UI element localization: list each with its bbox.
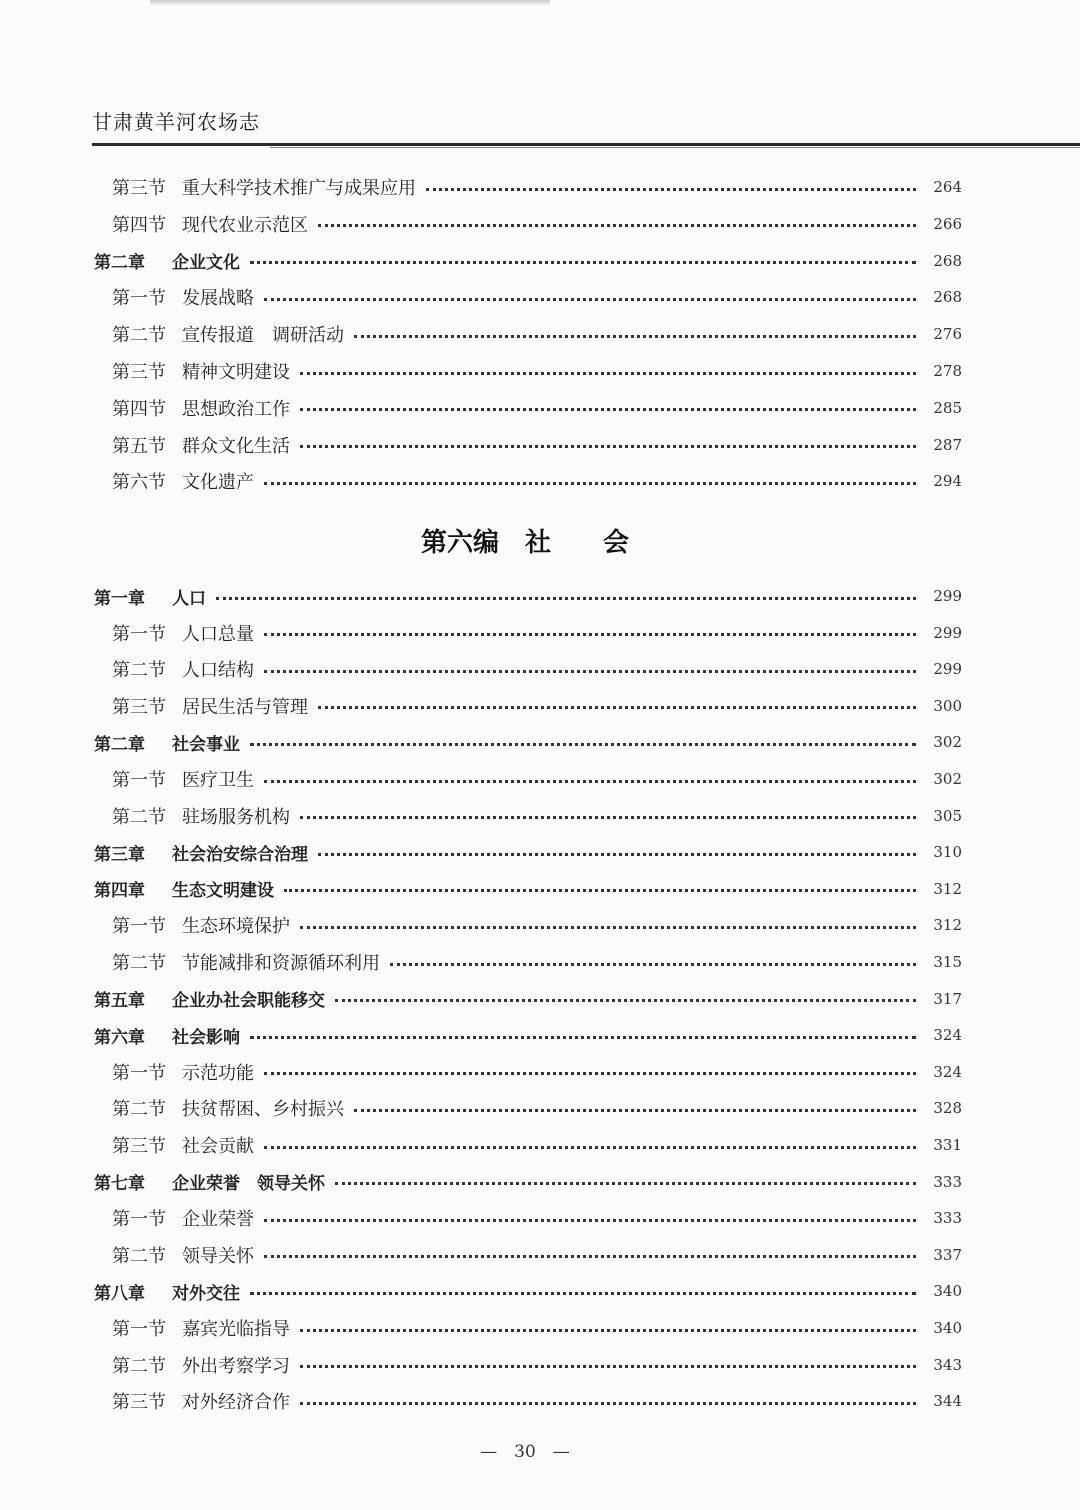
dot-leader <box>264 1219 916 1222</box>
page-number: — 30 — <box>480 1442 570 1462</box>
toc-entry-label <box>94 730 240 755</box>
toc-entry-label <box>112 284 254 310</box>
dot-leader <box>250 1292 916 1295</box>
toc-entry-title: 社会事业 <box>172 734 240 755</box>
dot-leader <box>335 1182 916 1185</box>
toc-entry-label <box>112 211 308 237</box>
toc-entry-title: 医疗卫生 <box>182 770 254 791</box>
toc-entry-label <box>112 1352 290 1378</box>
toc-entry-title: 生态环境保护 <box>182 916 290 938</box>
toc-entry-number: 第四章 <box>94 881 145 902</box>
toc-entry-title: 人口结构 <box>182 660 254 682</box>
toc-entry-page: 312 <box>933 916 962 935</box>
toc-entry-title: 重大科学技术推广与成果应用 <box>182 178 416 199</box>
toc-entry-number: 第六节 <box>112 472 166 494</box>
toc-entry-title: 对外经济合作 <box>182 1392 290 1414</box>
toc-entry-label <box>112 766 254 792</box>
toc-entry-label <box>112 468 254 494</box>
toc-chapter-entry <box>94 1276 962 1306</box>
toc-entry-title: 节能减排和资源循环利用 <box>182 953 380 974</box>
toc-entry-page: 340 <box>933 1319 962 1337</box>
toc-entry-title: 居民生活与管理 <box>182 696 308 718</box>
toc-section-entry <box>112 319 962 349</box>
toc-entry-title: 精神文明建设 <box>182 362 290 383</box>
toc-section-entry <box>112 1386 962 1416</box>
toc-chapter-entry <box>94 246 962 276</box>
dot-leader <box>264 633 916 636</box>
toc-chapter-entry <box>94 1167 962 1197</box>
toc-entry-label <box>112 693 308 719</box>
dot-leader <box>300 408 916 411</box>
toc-section-entry <box>112 393 962 423</box>
toc-entry-number: 第二节 <box>112 660 166 682</box>
toc-entry-page: 287 <box>933 435 962 454</box>
toc-entry-title: 社会影响 <box>172 1027 240 1048</box>
toc-entry-label <box>112 1388 290 1414</box>
toc-entry-page: 315 <box>933 953 962 971</box>
toc-entry-page: 266 <box>933 214 962 233</box>
toc-entry-number: 第三节 <box>112 1392 166 1414</box>
toc-entry-title: 发展战略 <box>182 288 254 310</box>
toc-entry-title: 外出考察学习 <box>182 1355 290 1377</box>
toc-entry-label <box>112 174 416 200</box>
toc-chapter-entry <box>94 727 962 757</box>
dot-leader <box>354 335 916 338</box>
toc-entry-page: 343 <box>933 1355 962 1374</box>
toc-entry-label <box>112 321 344 347</box>
toc-entry-page: 299 <box>933 623 962 642</box>
dot-leader <box>216 597 916 600</box>
toc-entry-number: 第二章 <box>94 734 145 755</box>
toc-section-entry <box>112 691 962 721</box>
toc-entry-title: 嘉宾光临指导 <box>182 1319 290 1340</box>
toc-entry-title: 生态文明建设 <box>172 881 274 902</box>
toc-entry-title: 示范功能 <box>182 1062 254 1084</box>
toc-entry-page: 268 <box>933 288 962 307</box>
toc-entry-number: 第一节 <box>112 623 166 645</box>
part-title: 第六编 社 会 <box>420 528 629 558</box>
toc-entry-number: 第八章 <box>94 1283 145 1304</box>
toc-entry-number: 第二节 <box>112 1245 166 1267</box>
dot-leader <box>264 482 916 485</box>
toc-entry-label <box>94 584 206 609</box>
toc-entry-label <box>94 248 240 273</box>
toc-section-entry <box>112 1350 962 1380</box>
toc-section-entry <box>112 1203 962 1233</box>
toc-section-entry <box>112 618 962 648</box>
toc-entry-title: 驻场服务机构 <box>182 806 290 828</box>
toc-entry-page: 264 <box>933 178 962 196</box>
toc-entry-label <box>94 840 308 865</box>
header-rule-thin <box>270 147 1080 148</box>
toc-entry-label <box>112 432 290 458</box>
toc-entry-label <box>112 1132 254 1158</box>
toc-entry-label <box>112 1205 254 1231</box>
toc-entry-page: 340 <box>933 1282 962 1301</box>
toc-section-entry <box>112 1240 962 1270</box>
dot-leader <box>318 224 916 227</box>
dot-leader <box>318 706 916 709</box>
toc-entry-page: 333 <box>933 1209 962 1228</box>
dot-leader <box>284 889 916 892</box>
toc-entry-title: 社会贡献 <box>182 1136 254 1157</box>
toc-entry-number: 第一章 <box>94 588 145 609</box>
toc-entry-title: 思想政治工作 <box>182 398 290 420</box>
toc-entry-page: 299 <box>933 587 962 605</box>
scan-shadow <box>150 0 550 6</box>
toc-entry-number: 第六章 <box>94 1027 145 1048</box>
toc-section-entry <box>112 172 962 202</box>
toc-entry-title: 文化遗产 <box>182 472 254 494</box>
toc-entry-number: 第三节 <box>112 696 166 718</box>
dot-leader <box>264 670 916 673</box>
toc-section-entry <box>112 1057 962 1087</box>
toc-entry-page: 305 <box>933 806 962 825</box>
toc-section-entry <box>112 430 962 460</box>
toc-entry-number: 第五章 <box>94 991 145 1012</box>
dot-leader <box>390 963 916 966</box>
toc-entry-page: 294 <box>933 472 962 491</box>
toc-entry-number: 第四节 <box>112 398 166 420</box>
toc-entry-number: 第三节 <box>112 1136 166 1157</box>
toc-section-entry <box>112 947 962 977</box>
toc-entry-label <box>112 1242 254 1268</box>
dot-leader <box>264 1146 916 1149</box>
dot-leader <box>354 1109 916 1112</box>
toc-entry-number: 第一节 <box>112 1319 166 1340</box>
toc-entry-number: 第二节 <box>112 953 166 974</box>
toc-entry-label <box>112 1315 290 1341</box>
toc-entry-title: 现代农业示范区 <box>182 214 308 236</box>
toc-entry-number: 第四节 <box>112 214 166 236</box>
toc-entry-page: 268 <box>933 251 962 270</box>
toc-entry-page: 310 <box>933 843 962 862</box>
toc-entry-label <box>112 656 254 682</box>
toc-entry-label <box>94 1279 240 1304</box>
toc-entry-number: 第三章 <box>94 844 145 865</box>
header-rule <box>92 143 1080 146</box>
toc-entry-label <box>112 1059 254 1085</box>
dot-leader <box>335 999 916 1002</box>
toc-entry-number: 第二节 <box>112 1355 166 1377</box>
toc-entry-title: 企业办社会职能移交 <box>172 991 325 1012</box>
toc-chapter-entry <box>94 984 962 1014</box>
toc-section-entry <box>112 910 962 940</box>
toc-entry-page: 276 <box>933 325 962 344</box>
toc-entry-title: 对外交往 <box>172 1283 240 1304</box>
toc-section-entry <box>112 1130 962 1160</box>
dot-leader <box>300 1365 916 1368</box>
dot-leader <box>250 1036 916 1039</box>
toc-chapter-entry <box>94 581 962 611</box>
toc-entry-page: 285 <box>933 398 962 417</box>
toc-entry-number: 第五节 <box>112 435 166 457</box>
dot-leader <box>264 780 916 783</box>
toc-entry-number: 第一节 <box>112 1062 166 1084</box>
toc-entry-label <box>112 1095 344 1121</box>
toc-entry-label <box>94 876 274 901</box>
toc-entry-label <box>112 949 380 975</box>
toc-section-entry <box>112 1093 962 1123</box>
dot-leader <box>300 1402 916 1405</box>
toc-entry-number: 第二节 <box>112 325 166 347</box>
toc-entry-page: 324 <box>933 1026 962 1045</box>
toc-entry-title: 企业荣誉 <box>182 1209 254 1231</box>
toc-entry-title: 企业荣誉 领导关怀 <box>172 1174 325 1195</box>
toc-section-entry <box>112 1313 962 1343</box>
toc-entry-title: 群众文化生活 <box>182 435 290 457</box>
toc-entry-label <box>112 358 290 384</box>
toc-entry-number: 第三节 <box>112 178 166 199</box>
dot-leader <box>318 853 916 856</box>
toc-entry-page: 344 <box>933 1392 962 1411</box>
toc-entry-number: 第七章 <box>94 1174 145 1195</box>
dot-leader <box>300 372 916 375</box>
toc-section-entry <box>112 764 962 794</box>
toc-section-entry <box>112 466 962 496</box>
toc-entry-page: 324 <box>933 1062 962 1081</box>
toc-chapter-entry <box>94 1020 962 1050</box>
dot-leader <box>300 1329 916 1332</box>
toc-entry-label <box>112 803 290 829</box>
dot-leader <box>250 743 916 746</box>
toc-entry-page: 337 <box>933 1245 962 1264</box>
toc-section-entry <box>112 801 962 831</box>
toc-entry-title: 领导关怀 <box>182 1245 254 1267</box>
toc-section-entry <box>112 282 962 312</box>
toc-entry-page: 331 <box>933 1136 962 1154</box>
toc-chapter-entry <box>94 837 962 867</box>
toc-entry-title: 扶贫帮困、乡村振兴 <box>182 1099 344 1121</box>
toc-entry-number: 第一节 <box>112 1209 166 1231</box>
toc-entry-number: 第一节 <box>112 916 166 938</box>
toc-section-entry <box>112 356 962 386</box>
toc-entry-label <box>94 1169 325 1194</box>
toc-entry-page: 278 <box>933 362 962 380</box>
toc-entry-number: 第一节 <box>112 770 166 791</box>
toc-entry-title: 人口总量 <box>182 623 254 645</box>
dot-leader <box>264 1255 916 1258</box>
toc-entry-page: 312 <box>933 879 962 898</box>
toc-section-entry <box>112 209 962 239</box>
toc-entry-page: 302 <box>933 733 962 752</box>
dot-leader <box>426 188 916 191</box>
toc-entry-label <box>112 912 290 938</box>
toc-entry-number: 第二节 <box>112 806 166 828</box>
toc-entry-label <box>112 395 290 421</box>
toc-entry-page: 299 <box>933 660 962 679</box>
toc-entry-number: 第二章 <box>94 253 145 274</box>
toc-entry-number: 第三节 <box>112 362 166 383</box>
toc-entry-page: 328 <box>933 1099 962 1118</box>
toc-section-entry <box>112 654 962 684</box>
toc-entry-title: 人口 <box>172 588 206 609</box>
toc-entry-page: 333 <box>933 1172 962 1191</box>
dot-leader <box>300 445 916 448</box>
dot-leader <box>250 261 916 264</box>
toc-entry-page: 317 <box>933 989 962 1008</box>
toc-entry-page: 300 <box>933 696 962 715</box>
toc-entry-label <box>94 986 325 1011</box>
dot-leader <box>264 298 916 301</box>
toc-entry-page: 302 <box>933 770 962 788</box>
toc-entry-number: 第一节 <box>112 288 166 310</box>
toc-entry-label <box>112 620 254 646</box>
toc-chapter-entry <box>94 874 962 904</box>
toc-entry-title: 企业文化 <box>172 253 240 274</box>
toc-entry-label <box>94 1023 240 1048</box>
toc-entry-number: 第二节 <box>112 1099 166 1121</box>
running-header: 甘肃黄羊河农场志 <box>92 110 260 134</box>
dot-leader <box>264 1072 916 1075</box>
dot-leader <box>300 926 916 929</box>
toc-entry-title: 社会治安综合治理 <box>172 844 308 865</box>
dot-leader <box>300 816 916 819</box>
toc-entry-title: 宣传报道 调研活动 <box>182 325 344 347</box>
